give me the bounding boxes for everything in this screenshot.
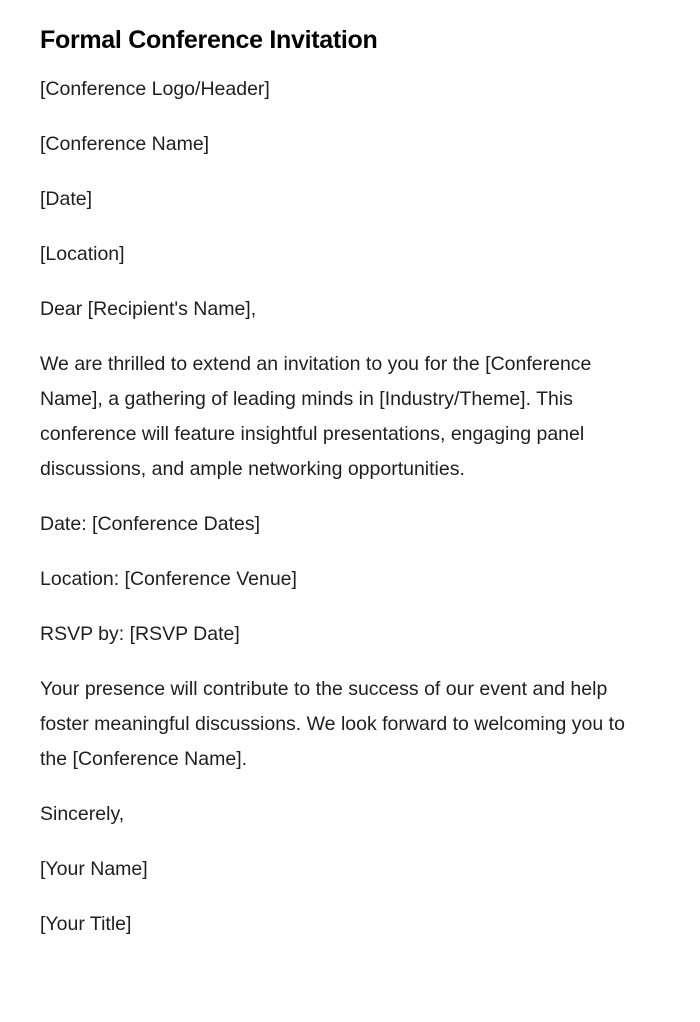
logo-header-placeholder: [Conference Logo/Header]	[40, 78, 270, 100]
conference-name-line: [Conference Name]	[40, 133, 210, 155]
sender-name: [Your Name]	[40, 858, 148, 880]
body-intro-paragraph: We are thrilled to extend an invitation to you for the [Conference Name], a gathering of leading minds in [Industry/Theme]. This conference will feature insightful presentations, engaging panel discussions, and ample networking opportunities.	[40, 353, 592, 480]
date-line: [Date]	[40, 188, 93, 210]
sender-title: [Your Title]	[40, 913, 132, 935]
body-closing-paragraph: Your presence will contribute to the success of our event and help foster meaningful discussions. We look forward to welcoming you to the [Conference Name].	[40, 678, 625, 770]
salutation: Dear [Recipient's Name],	[40, 298, 257, 320]
letter-document	[40, 22, 640, 962]
sign-off: Sincerely,	[40, 803, 125, 825]
location-line: [Location]	[40, 243, 125, 265]
detail-location: Location: [Conference Venue]	[40, 568, 297, 590]
document-title: Formal Conference Invitation	[40, 26, 378, 54]
detail-rsvp: RSVP by: [RSVP Date]	[40, 623, 240, 645]
detail-date: Date: [Conference Dates]	[40, 513, 261, 535]
